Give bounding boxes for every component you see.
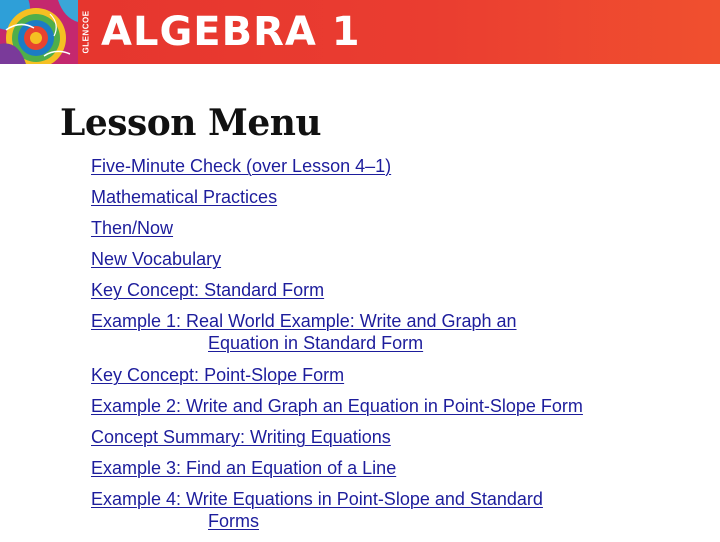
header-banner [0, 0, 720, 64]
decorative-logo-icon [0, 0, 78, 64]
course-title: ALGEBRA 1 [101, 9, 361, 55]
page-heading: Lesson Menu [60, 102, 322, 144]
menu-link-example-2[interactable]: Example 2: Write and Graph an Equation in Point-Slope Form [91, 396, 583, 416]
menu-link-example-1[interactable] [91, 310, 701, 354]
menu-link-new-vocabulary[interactable]: New Vocabulary [91, 249, 222, 269]
menu-link-example-4[interactable] [91, 488, 701, 532]
menu-link-then-now[interactable]: Then/Now [91, 218, 174, 238]
publisher-label: GLENCOE [81, 10, 91, 54]
menu-link-text: Example 4: Write Equations in Point-Slope and Standard [91, 489, 543, 509]
menu-link-concept-summary[interactable]: Concept Summary: Writing Equations [91, 427, 391, 447]
menu-link-key-concept-standard-form[interactable]: Key Concept: Standard Form [91, 280, 325, 300]
menu-link-text-continued: Forms [208, 511, 259, 531]
menu-link-key-concept-point-slope-form[interactable]: Key Concept: Point-Slope Form [91, 365, 345, 385]
menu-link-text: Example 1: Real World Example: Write and Graph an [91, 311, 517, 331]
lesson-menu [91, 155, 701, 542]
menu-link-example-3[interactable]: Example 3: Find an Equation of a Line [91, 458, 397, 478]
menu-link-five-minute-check[interactable]: Five-Minute Check (over Lesson 4–1) [91, 156, 392, 176]
menu-link-mathematical-practices[interactable]: Mathematical Practices [91, 187, 278, 207]
menu-link-text-continued: Equation in Standard Form [208, 333, 424, 353]
